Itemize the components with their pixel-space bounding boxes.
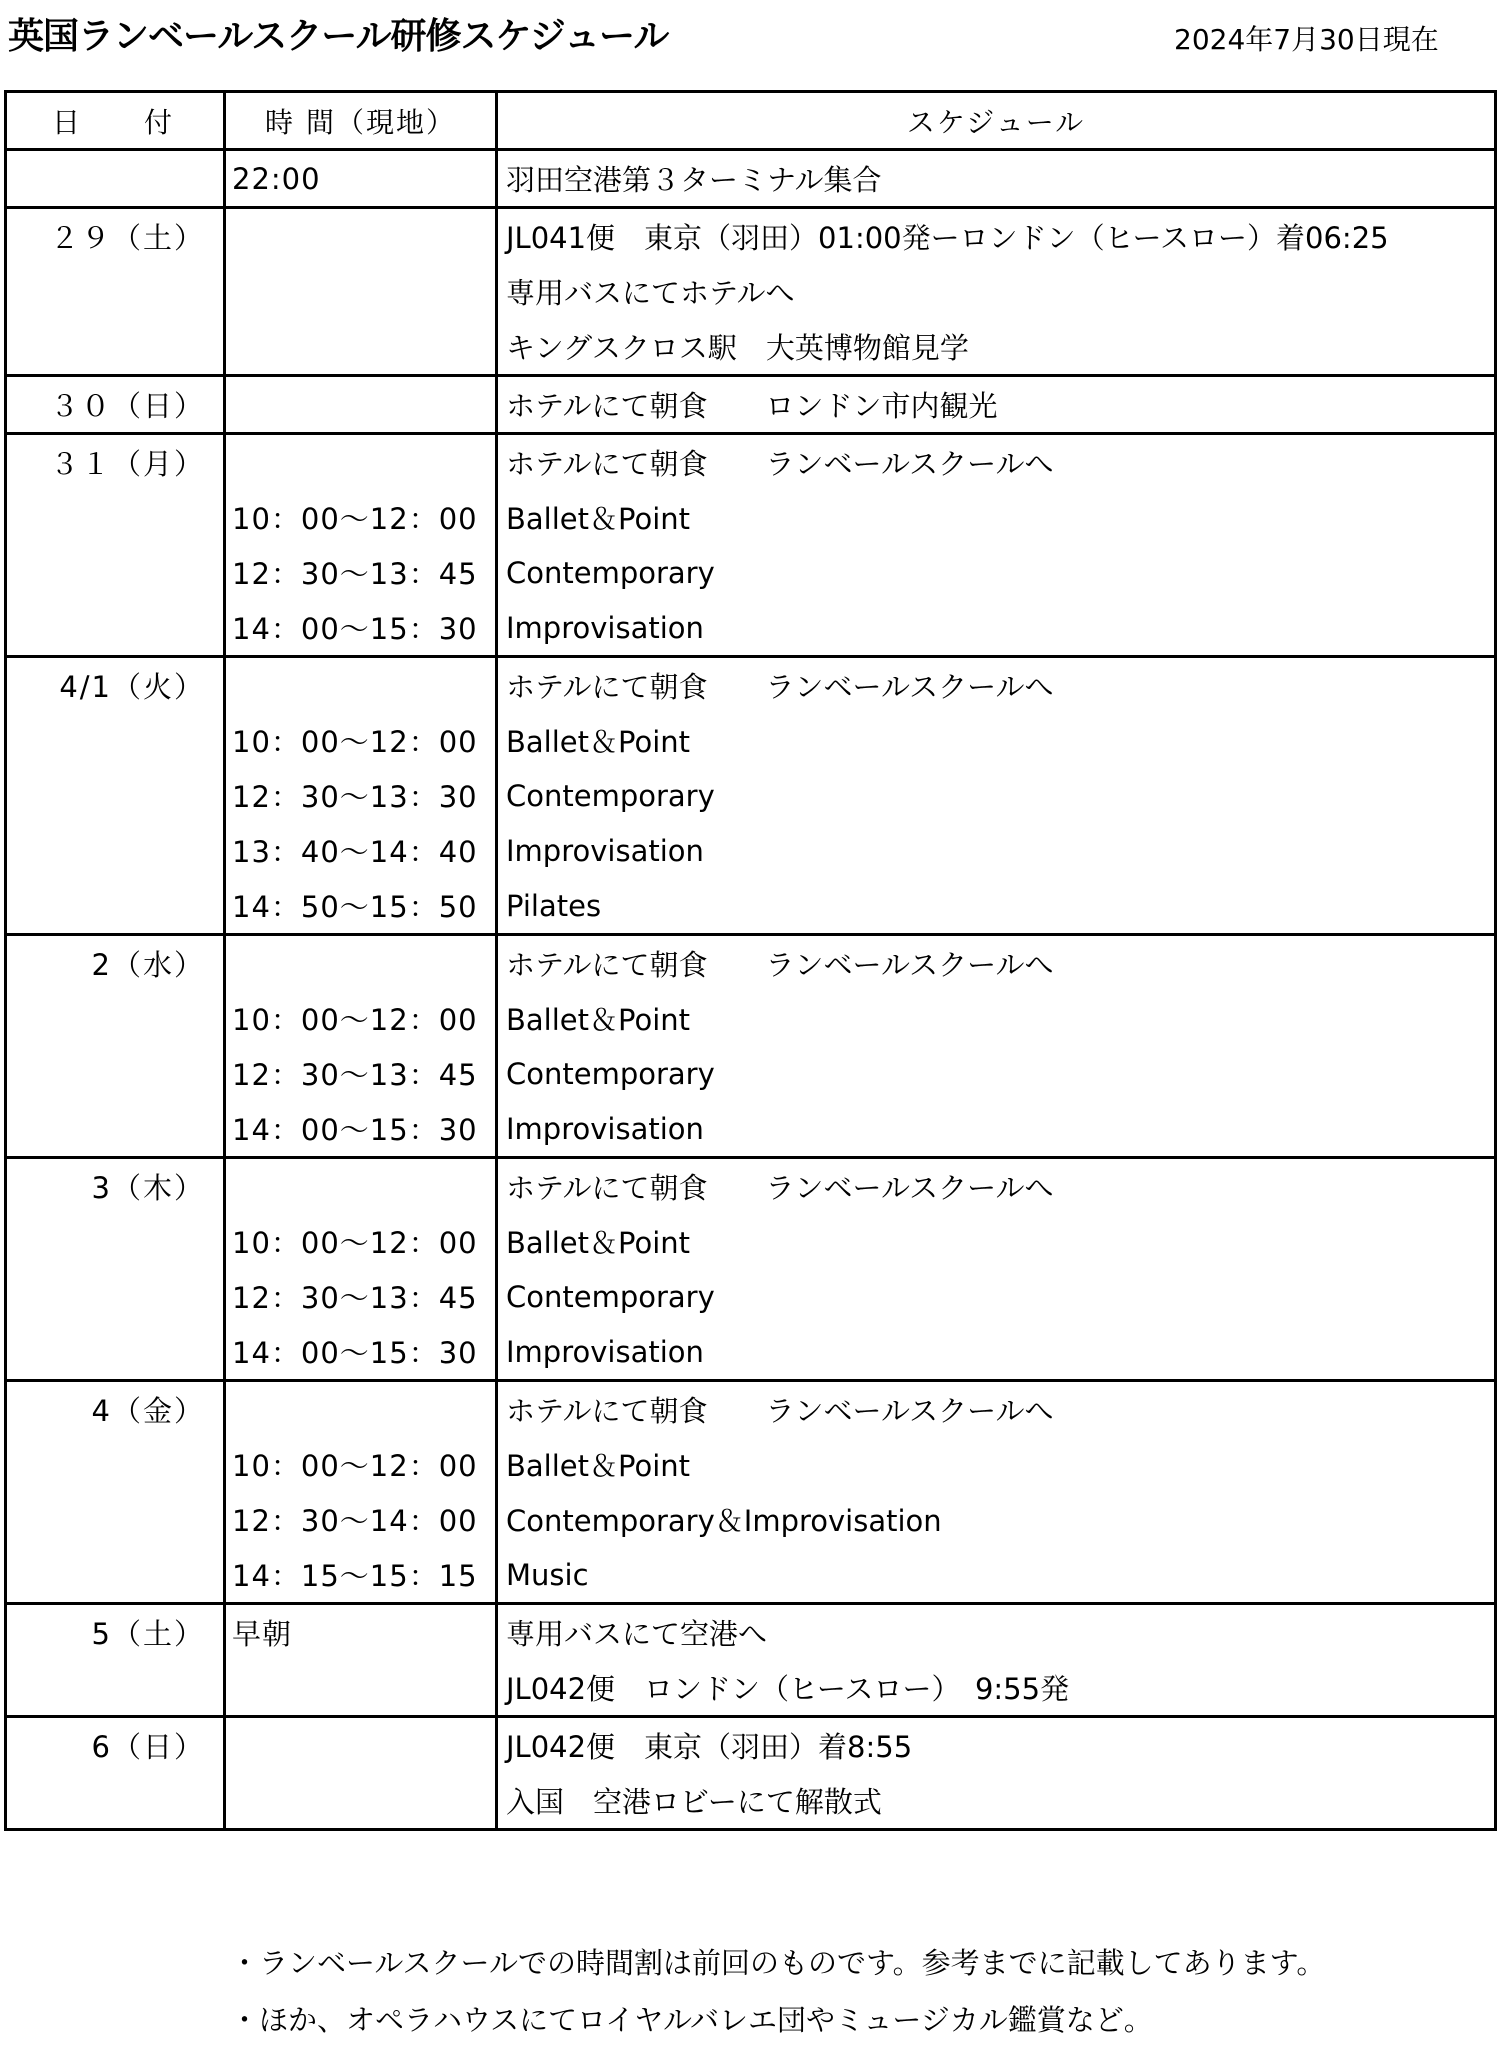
table-row [6, 1381, 1496, 1438]
schedule-table [4, 90, 1497, 1831]
schedule-cell: ホテルにて朝食 ランベールスクールへ [497, 935, 1496, 992]
schedule-cell: JL042便 東京（羽田）着8:55 [497, 1717, 1496, 1774]
time-cell: 12：30～14：00 [225, 1492, 497, 1547]
date-cell [6, 768, 225, 823]
date-cell: 4/1（火） [6, 657, 225, 714]
date-cell [6, 1773, 225, 1830]
table-row [6, 434, 1496, 491]
table-row [6, 319, 1496, 376]
schedule-cell: Ballet＆Point [497, 713, 1496, 768]
schedule-cell: 専用バスにて空港へ [497, 1604, 1496, 1661]
table-row [6, 1604, 1496, 1661]
schedule-cell: JL042便 ロンドン（ヒースロー） 9:55発 [497, 1660, 1496, 1717]
date-cell: 6（日） [6, 1717, 225, 1774]
table-row [6, 1437, 1496, 1492]
date-cell: ３０（日） [6, 376, 225, 434]
table-row [6, 823, 1496, 878]
time-cell: 10：00～12：00 [225, 713, 497, 768]
time-cell: 12：30～13：45 [225, 1046, 497, 1101]
schedule-column-header: スケジュール [497, 92, 1496, 150]
time-cell: 12：30～13：30 [225, 768, 497, 823]
date-cell: 4（金） [6, 1381, 225, 1438]
schedule-cell: ホテルにて朝食 ランベールスクールへ [497, 1158, 1496, 1215]
table-row [6, 1324, 1496, 1381]
table-row [6, 600, 1496, 657]
schedule-cell: 専用バスにてホテルへ [497, 264, 1496, 319]
table-row [6, 1269, 1496, 1324]
date-cell [6, 1547, 225, 1604]
table-row [6, 490, 1496, 545]
time-cell: 14：00～15：30 [225, 1324, 497, 1381]
schedule-cell: Ballet＆Point [497, 1437, 1496, 1492]
schedule-cell: Music [497, 1547, 1496, 1604]
schedule-cell: Contemporary＆Improvisation [497, 1492, 1496, 1547]
table-row [6, 768, 1496, 823]
time-cell: 12：30～13：45 [225, 1269, 497, 1324]
schedule-cell: ホテルにて朝食 ランベールスクールへ [497, 657, 1496, 714]
schedule-cell: Ballet＆Point [497, 490, 1496, 545]
time-cell: 10：00～12：00 [225, 991, 497, 1046]
note-item: ・ほか、オペラハウスにてロイヤルバレエ団やミュージカル鑑賞など。 [230, 2003, 1153, 2037]
date-cell [6, 264, 225, 319]
schedule-cell: Contemporary [497, 1046, 1496, 1101]
time-cell [225, 376, 497, 434]
schedule-cell: Contemporary [497, 768, 1496, 823]
table-row [6, 657, 1496, 714]
time-cell: 14：50～15：50 [225, 878, 497, 935]
date-cell [6, 1214, 225, 1269]
time-cell: 14：00～15：30 [225, 600, 497, 657]
date-cell [6, 878, 225, 935]
schedule-cell: Improvisation [497, 823, 1496, 878]
schedule-cell: Contemporary [497, 1269, 1496, 1324]
table-row [6, 150, 1496, 208]
schedule-cell: 入国 空港ロビーにて解散式 [497, 1773, 1496, 1830]
time-cell: 22:00 [225, 150, 497, 208]
schedule-cell: Improvisation [497, 600, 1496, 657]
time-cell: 14：00～15：30 [225, 1101, 497, 1158]
date-cell [6, 600, 225, 657]
schedule-cell: キングスクロス駅 大英博物館見学 [497, 319, 1496, 376]
schedule-cell: Improvisation [497, 1101, 1496, 1158]
schedule-body [6, 150, 1496, 1830]
date-cell: 2（水） [6, 935, 225, 992]
table-row [6, 878, 1496, 935]
table-row [6, 935, 1496, 992]
date-cell [6, 490, 225, 545]
schedule-cell: Ballet＆Point [497, 991, 1496, 1046]
schedule-cell: ホテルにて朝食 ランベールスクールへ [497, 434, 1496, 491]
time-cell: 早朝 [225, 1604, 497, 1661]
time-cell: 10：00～12：00 [225, 1437, 497, 1492]
note-item: ・ランベールスクールでの時間割は前回のものです。参考までに記載してあります。 [230, 1946, 1326, 1980]
table-row [6, 264, 1496, 319]
date-cell [6, 1101, 225, 1158]
time-cell [225, 264, 497, 319]
schedule-cell: ホテルにて朝食 ロンドン市内観光 [497, 376, 1496, 434]
schedule-cell: ホテルにて朝食 ランベールスクールへ [497, 1381, 1496, 1438]
schedule-cell: Contemporary [497, 545, 1496, 600]
time-cell [225, 935, 497, 992]
date-cell [6, 319, 225, 376]
date-cell [6, 823, 225, 878]
table-row [6, 1101, 1496, 1158]
time-cell: 13：40～14：40 [225, 823, 497, 878]
table-row [6, 1660, 1496, 1717]
date-cell [6, 150, 225, 208]
table-header-row [6, 92, 1496, 150]
date-cell [6, 1046, 225, 1101]
document-title: 英国ランベールスクール研修スケジュール [8, 16, 669, 57]
time-cell: 10：00～12：00 [225, 1214, 497, 1269]
schedule-cell: Ballet＆Point [497, 1214, 1496, 1269]
time-cell: 14：15～15：15 [225, 1547, 497, 1604]
schedule-cell: 羽田空港第３ターミナル集合 [497, 150, 1496, 208]
time-cell [225, 208, 497, 265]
table-row [6, 208, 1496, 265]
date-cell [6, 1269, 225, 1324]
table-row [6, 376, 1496, 434]
as-of-date: 2024年7月30日現在 [1174, 23, 1439, 56]
schedule-cell: Pilates [497, 878, 1496, 935]
time-cell [225, 657, 497, 714]
table-row [6, 991, 1496, 1046]
date-cell: 3（木） [6, 1158, 225, 1215]
date-cell [6, 713, 225, 768]
date-cell [6, 545, 225, 600]
table-row [6, 1547, 1496, 1604]
date-cell [6, 1492, 225, 1547]
table-row [6, 713, 1496, 768]
time-cell: 10：00～12：00 [225, 490, 497, 545]
table-row [6, 1046, 1496, 1101]
time-cell [225, 1773, 497, 1830]
time-cell: 12：30～13：45 [225, 545, 497, 600]
time-cell [225, 1660, 497, 1717]
time-cell [225, 434, 497, 491]
time-column-header: 時 間（現地） [225, 92, 497, 150]
date-cell [6, 1660, 225, 1717]
date-column-header: 日 付 [6, 92, 225, 150]
date-cell [6, 1437, 225, 1492]
date-cell [6, 1324, 225, 1381]
date-cell [6, 991, 225, 1046]
time-cell [225, 1717, 497, 1774]
time-cell [225, 1158, 497, 1215]
notes [230, 1935, 1325, 2049]
table-row [6, 545, 1496, 600]
date-cell: ３１（月） [6, 434, 225, 491]
date-cell: ２９（土） [6, 208, 225, 265]
time-cell [225, 1381, 497, 1438]
table-row [6, 1492, 1496, 1547]
table-row [6, 1773, 1496, 1830]
schedule-cell: JL041便 東京（羽田）01:00発ーロンドン（ヒースロー）着06:25 [497, 208, 1496, 265]
time-cell [225, 319, 497, 376]
table-row [6, 1158, 1496, 1215]
date-cell: 5（土） [6, 1604, 225, 1661]
schedule-cell: Improvisation [497, 1324, 1496, 1381]
table-row [6, 1214, 1496, 1269]
table-row [6, 1717, 1496, 1774]
